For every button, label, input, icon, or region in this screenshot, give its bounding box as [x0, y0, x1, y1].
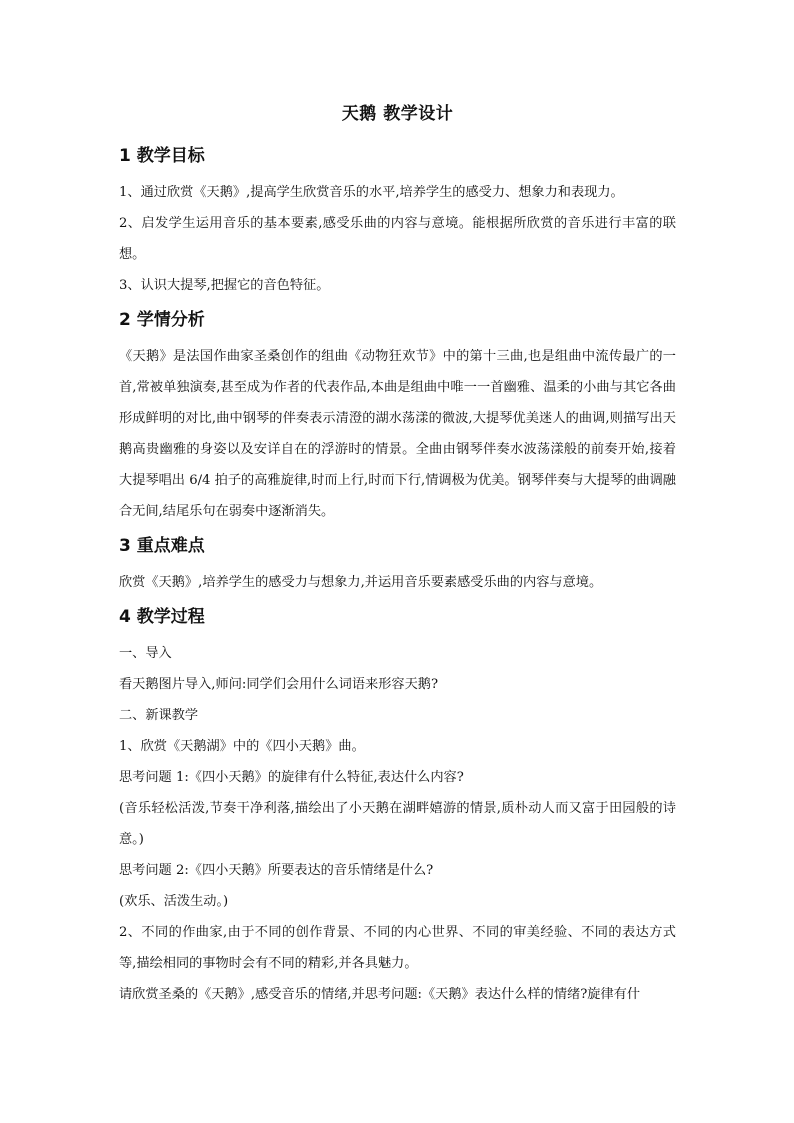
section-teaching-process	[119, 606, 676, 1010]
section-heading: 1 教学目标	[119, 146, 205, 166]
paragraph: 《天鹅》是法国作曲家圣桑创作的组曲《动物狂欢节》中的第十三曲,也是组曲中流传最广的一首,常被单独演奏,甚至成为作者的代表作品,本曲是组曲中唯一一首幽雅、温柔的小曲与其它各曲形成鲜明的对比,曲中钢琴的伴奏表示清澄的湖水荡漾的微波,大提琴优美迷人的曲调,则描写出天鹅高贵幽雅的身姿以及安详自在的浮游时的情景。全曲由钢琴伴奏水波荡漾般的前奏开始,接着大提琴唱出 6/4 拍子的高雅旋律,时而上行,时而下行,情调极为优美。钢琴伴奏与大提琴的曲调融合无间,结尾乐句在弱奏中逐渐消失。	[119, 349, 676, 519]
section-key-points	[119, 535, 676, 598]
paragraph: 一、导入	[119, 646, 172, 661]
paragraph: 看天鹅图片导入,师问:同学们会用什么词语来形容天鹅?	[119, 677, 439, 692]
paragraph: 二、新课教学	[119, 708, 199, 723]
paragraph: (音乐轻松活泼,节奏干净利落,描绘出了小天鹅在湖畔嬉游的情景,质朴动人而又富于田园般的诗意。)	[119, 801, 676, 847]
section-student-analysis	[119, 309, 676, 527]
paragraph: (欢乐、活泼生动。)	[119, 894, 229, 909]
paragraph: 思考问题 1:《四小天鹅》的旋律有什么特征,表达什么内容?	[119, 770, 464, 785]
section-heading: 4 教学过程	[119, 607, 205, 627]
section-teaching-goals	[119, 145, 676, 301]
paragraph: 欣赏《天鹅》,培养学生的感受力与想象力,并运用音乐要素感受乐曲的内容与意境。	[119, 575, 603, 590]
paragraph: 3、认识大提琴,把握它的音色特征。	[119, 278, 330, 293]
document-title: 天鹅 教学设计	[341, 104, 454, 124]
paragraph: 2、不同的作曲家,由于不同的创作背景、不同的内心世界、不同的审美经验、不同的表达方式等,描绘相同的事物时会有不同的精彩,并各具魅力。	[119, 925, 676, 971]
paragraph: 思考问题 2:《四小天鹅》所要表达的音乐情绪是什么?	[119, 863, 434, 878]
paragraph: 请欣赏圣桑的《天鹅》,感受音乐的情绪,并思考问题:《天鹅》表达什么样的情绪?旋律有什	[119, 987, 641, 1002]
paragraph: 1、通过欣赏《天鹅》,提高学生欣赏音乐的水平,培养学生的感受力、想象力和表现力。	[119, 185, 624, 200]
section-heading: 3 重点难点	[119, 536, 205, 556]
document-page	[119, 103, 676, 1018]
paragraph: 2、启发学生运用音乐的基本要素,感受乐曲的内容与意境。能根据所欣赏的音乐进行丰富的联想。	[119, 216, 676, 262]
section-heading: 2 学情分析	[119, 310, 205, 330]
paragraph: 1、欣赏《天鹅湖》中的《四小天鹅》曲。	[119, 739, 365, 754]
